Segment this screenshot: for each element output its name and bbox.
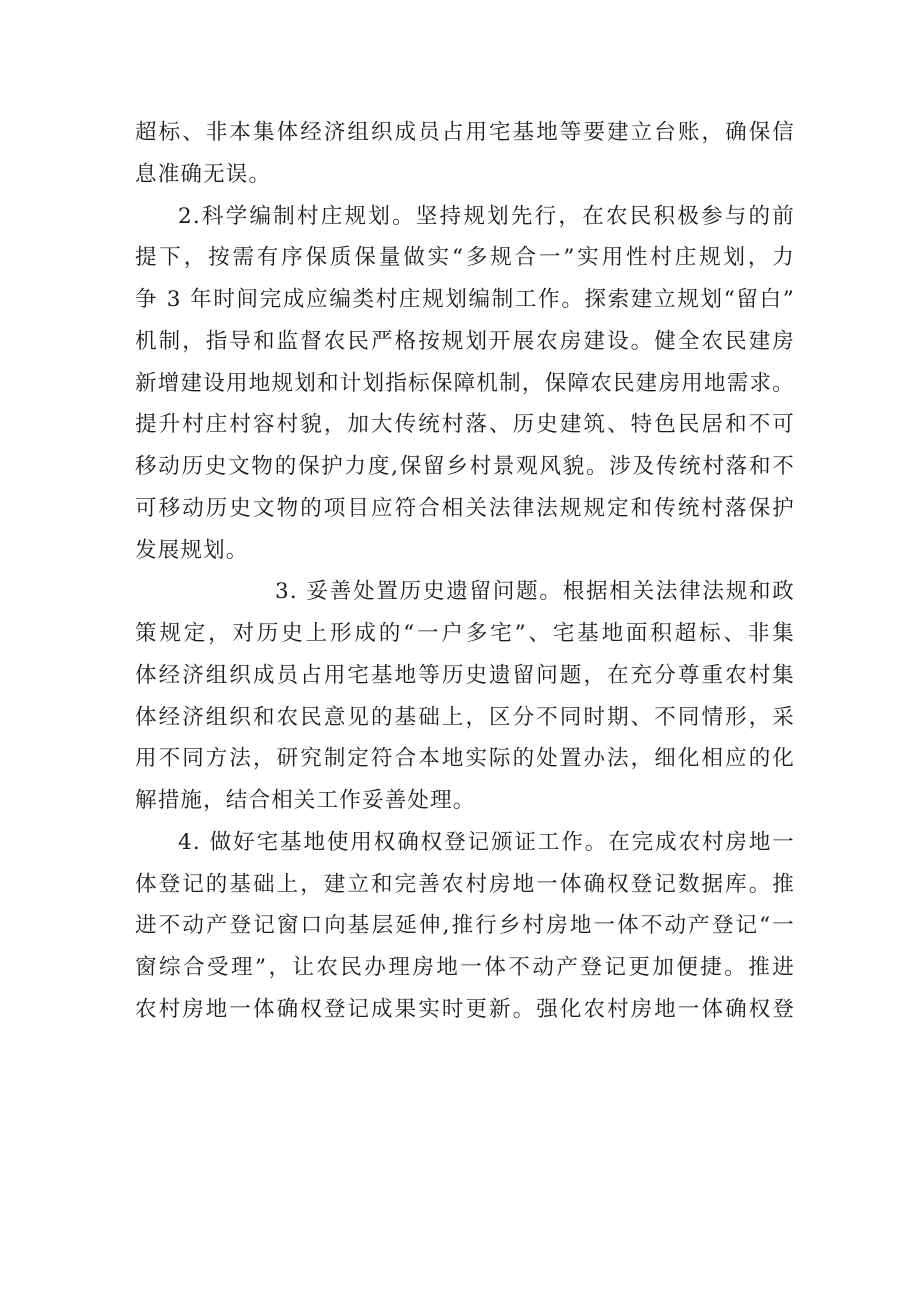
text-line: 提升村庄村容村貌，加大传统村落、历史建筑、特色民居和不可 xyxy=(135,412,795,438)
text-line: 窗综合受理”，让农民办理房地一体不动产登记更加便捷。推进 xyxy=(135,955,795,980)
body-text xyxy=(135,112,795,1031)
text-line: 机制，指导和监督农民严格按规划开展农房建设。健全农民建房 xyxy=(135,328,795,354)
text-line: 争 3 年时间完成应编类村庄规划编制工作。探索建立规划“留白” xyxy=(135,287,795,312)
text-line: 息准确无误。 xyxy=(135,161,272,187)
text-line: 体登记的基础上，建立和完善农村房地一体确权登记数据库。推 xyxy=(135,871,795,897)
text-line: 农村房地一体确权登记成果实时更新。强化农村房地一体确权登 xyxy=(135,996,795,1022)
text-line: 新增建设用地规划和计划指标保障机制，保障农民建房用地需求。 xyxy=(135,370,795,396)
text-line: 移动历史文物的保护力度,保留乡村景观风貌。涉及传统村落和不 xyxy=(135,454,795,479)
text-line: 提下，按需有序保质保量做实“多规合一”实用性村庄规划，力 xyxy=(135,245,795,271)
text-line: 体经济组织和农民意见的基础上，区分不同时期、不同情形，采 xyxy=(135,704,795,730)
text-line: 用不同方法，研究制定符合本地实际的处置办法，细化相应的化 xyxy=(135,746,795,772)
paragraph-heading-line: 2.科学编制村庄规划。坚持规划先行，在农民积极参与的前 xyxy=(178,203,795,229)
text-line: 策规定，对历史上形成的“一户多宅”、宅基地面积超标、非集 xyxy=(135,621,795,646)
paragraph-heading-line: 4. 做好宅基地使用权确权登记颁证工作。在完成农村房地一 xyxy=(178,829,795,855)
paragraph-heading-line: 3. 妥善处置历史遗留问题。根据相关法律法规和政 xyxy=(275,579,795,605)
text-line: 超标、非本集体经济组织成员占用宅基地等要建立台账，确保信 xyxy=(135,120,795,145)
text-line: 进不动产登记窗口向基层延伸,推行乡村房地一体不动产登记“一 xyxy=(135,913,795,939)
text-line: 体经济组织成员占用宅基地等历史遗留问题，在充分尊重农村集 xyxy=(135,662,795,688)
text-line: 发展规划。 xyxy=(135,537,249,563)
text-line: 可移动历史文物的项目应符合相关法律法规规定和传统村落保护 xyxy=(135,495,795,521)
text-line: 解措施，结合相关工作妥善处理。 xyxy=(135,788,476,813)
